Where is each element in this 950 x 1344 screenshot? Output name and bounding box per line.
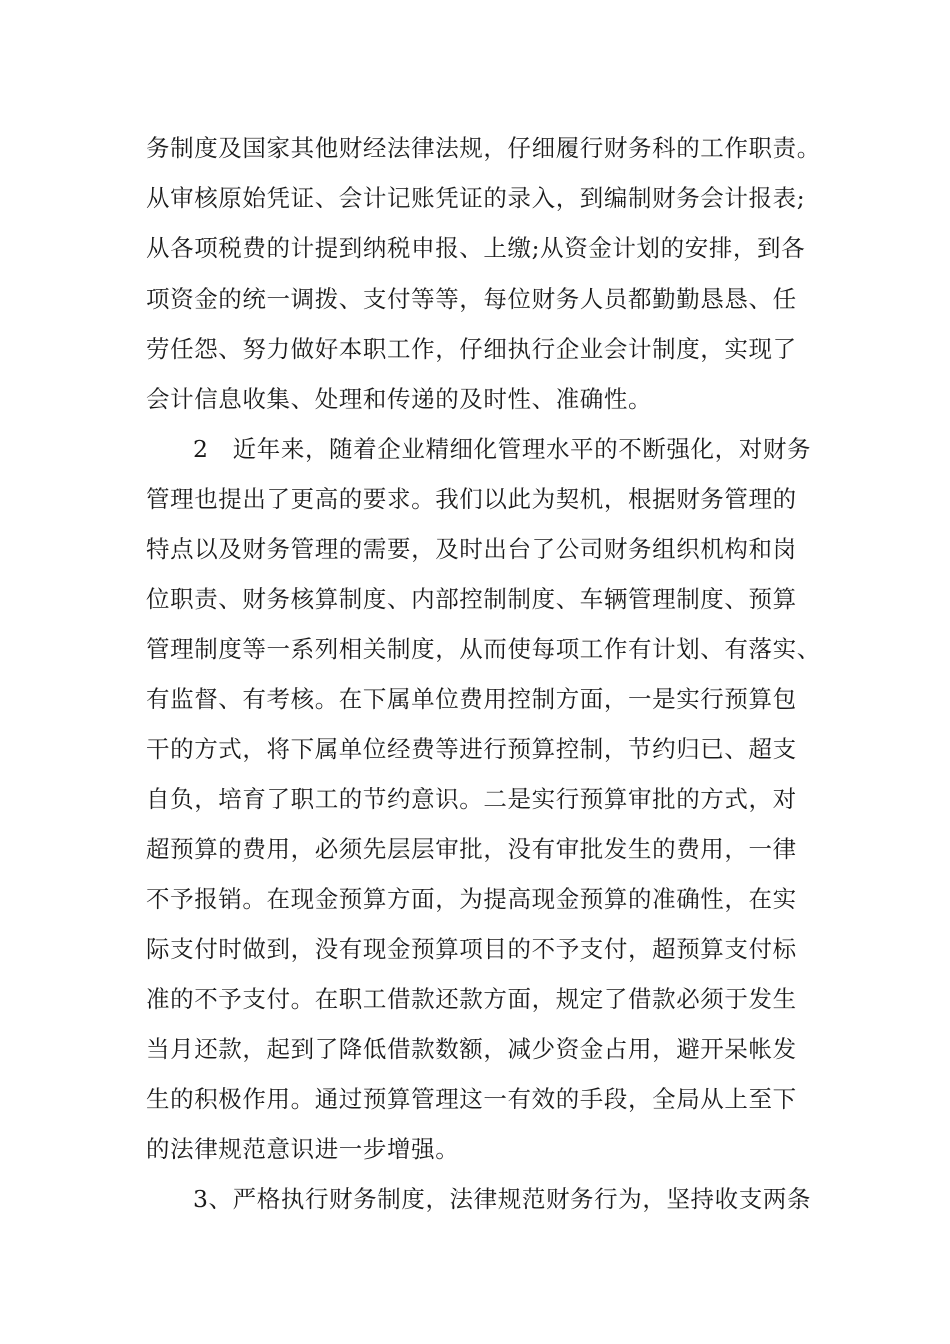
text-line: 会计信息收集、处理和传递的及时性、准确性。 [146, 385, 653, 413]
text-line: 从各项税费的计提到纳税申报、上缴;从资金计划的安排，到各 [146, 234, 806, 262]
text-line: 管理也提出了更高的要求。我们以此为契机，根据财务管理的 [146, 485, 797, 513]
text-line: 当月还款，起到了降低借款数额，减少资金占用，避开呆帐发 [146, 1035, 797, 1063]
text-line: 务制度及国家其他财经法律法规，仔细履行财务科的工作职责。 [146, 134, 821, 162]
text-line: 管理制度等一系列相关制度，从而使每项工作有计划、有落实、 [146, 635, 821, 663]
text-line: 项资金的统一调拨、支付等等，每位财务人员都勤勤恳恳、任 [146, 285, 797, 313]
paragraph-2-first-line: 2 近年来，随着企业精细化管理水平的不断强化，对财务 [193, 435, 812, 463]
text-line: 特点以及财务管理的需要，及时出台了公司财务组织机构和岗 [146, 535, 797, 563]
text-line: 的法律规范意识进一步增强。 [146, 1135, 460, 1163]
text-line: 生的积极作用。通过预算管理这一有效的手段，全局从上至下 [146, 1085, 797, 1113]
text-line: 干的方式，将下属单位经费等进行预算控制，节约归已、超支 [146, 735, 797, 763]
text-line: 位职责、财务核算制度、内部控制制度、车辆管理制度、预算 [146, 585, 797, 613]
text-line: 超预算的费用，必须先层层审批，没有审批发生的费用，一律 [146, 835, 797, 863]
text-line: 际支付时做到，没有现金预算项目的不予支付，超预算支付标 [146, 935, 797, 963]
text-line: 不予报销。在现金预算方面，为提高现金预算的准确性，在实 [146, 885, 797, 913]
text-line: 有监督、有考核。在下属单位费用控制方面，一是实行预算包 [146, 685, 797, 713]
text-line: 准的不予支付。在职工借款还款方面，规定了借款必须于发生 [146, 985, 797, 1013]
paragraph-3-first-line: 3、严格执行财务制度，法律规范财务行为，坚持收支两条 [193, 1185, 812, 1213]
text-line: 从审核原始凭证、会计记账凭证的录入，到编制财务会计报表; [146, 184, 806, 212]
text-line: 自负，培育了职工的节约意识。二是实行预算审批的方式，对 [146, 785, 797, 813]
text-line: 劳任怨、努力做好本职工作，仔细执行企业会计制度，实现了 [146, 335, 797, 363]
